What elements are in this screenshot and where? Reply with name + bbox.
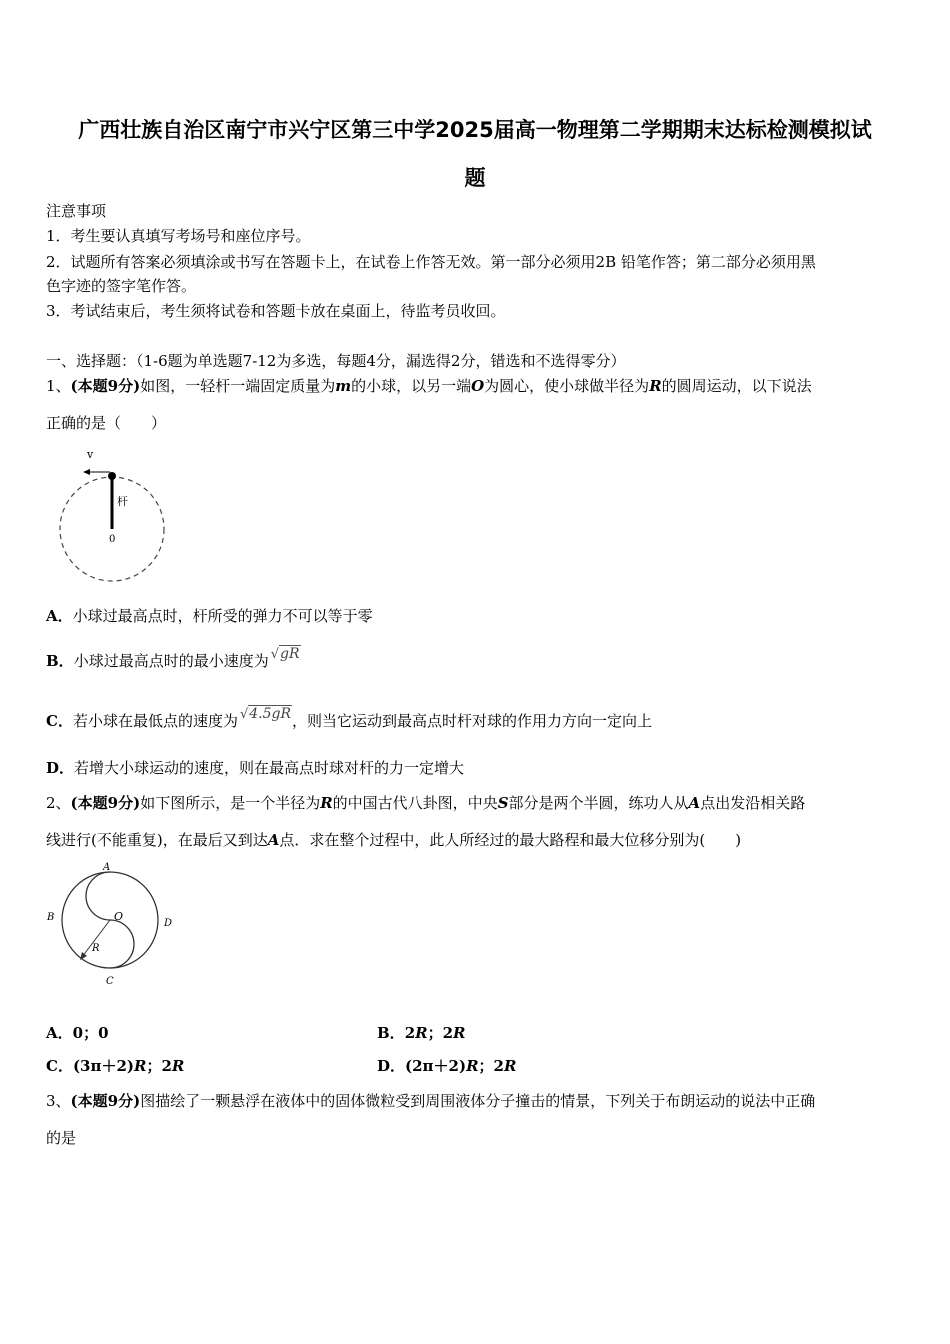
- label-d: D: [164, 918, 173, 929]
- option-var: R: [453, 1024, 466, 1042]
- q2-line2: [46, 830, 741, 850]
- q2-var-a: A: [688, 794, 701, 812]
- option-text: 小球过最高点时，杆所受的弹力不可以等于零: [72, 607, 373, 625]
- sqrt-radicand: gR: [280, 646, 300, 662]
- option-text: 若小球在最低点的速度为: [72, 712, 238, 730]
- q2-tag: (本题9分): [70, 794, 141, 812]
- q1-text: 为圆心，使小球做半径为: [484, 377, 650, 395]
- label-o: 0: [109, 534, 116, 545]
- q2-figure: [42, 860, 182, 990]
- option-text: 若增大小球运动的速度，则在最高点时球对杆的力一定增大: [74, 759, 465, 777]
- option-letter: A．: [46, 1024, 73, 1042]
- option-text: 2: [404, 1024, 416, 1042]
- q1-line1: [46, 376, 812, 396]
- q3-text: 图描绘了一颗悬浮在液体中的固体微粒受到周围液体分子撞击的情景，下列关于布朗运动的说法中正确: [140, 1092, 816, 1110]
- option-var: R: [171, 1057, 185, 1075]
- q1-text: 如图，一轻杆一端固定质量为: [140, 377, 336, 395]
- q3-number: 3、: [46, 1092, 71, 1110]
- option-letter: C．: [46, 712, 73, 730]
- q1-option-c: [46, 706, 653, 733]
- q2-text: 的中国古代八卦图，中央: [332, 794, 498, 812]
- q1-option-a: [46, 606, 373, 626]
- label-v: v: [87, 448, 94, 461]
- q2-option-d: [377, 1056, 516, 1076]
- q2-option-a: [46, 1023, 109, 1043]
- radius-arrowhead: [80, 952, 87, 960]
- option-letter: D．: [377, 1057, 406, 1075]
- notice-item-2-cont: 色字迹的签字笔作答。: [46, 277, 197, 295]
- option-letter: C．: [46, 1057, 73, 1075]
- option-var: R: [134, 1057, 147, 1075]
- sqrt-expression: [240, 704, 292, 722]
- label-b: B: [47, 912, 55, 923]
- q1-text: 的小球，以另一端: [351, 377, 472, 395]
- notice-heading: 注意事项: [46, 202, 107, 220]
- option-text: ；2: [478, 1057, 504, 1075]
- notice-item-1: 1．考生要认真填写考场号和座位序号。: [46, 227, 311, 245]
- q1-option-d: [46, 758, 464, 778]
- option-text: ；2: [146, 1057, 172, 1075]
- q1-var-m: m: [335, 377, 352, 395]
- q1-tag: (本题9分): [70, 377, 141, 395]
- q2-option-c: [46, 1056, 184, 1076]
- label-c: C: [106, 976, 114, 987]
- q2-text: 部分是两个半圆，练功人从: [508, 794, 689, 812]
- page-title-cont: 题: [464, 166, 486, 190]
- sqrt-sign: √: [270, 647, 279, 662]
- option-letter: D．: [46, 759, 75, 777]
- sqrt-expression: [271, 644, 301, 662]
- option-letter: A．: [46, 607, 73, 625]
- q2-text: 点出发沿相关路: [700, 794, 806, 812]
- q1-number: 1、: [46, 377, 71, 395]
- q1-var-o: O: [471, 377, 485, 395]
- notice-item-2: 2．试题所有答案必须填涂或书写在答题卡上，在试卷上作答无效。第一部分必须用2B 铅笔作答；第二部分必须用黑: [46, 253, 816, 271]
- section-heading: 一、选择题：（1-6题为单选题7-12为多选，每题4分，漏选得2分，错选和不选得零分）: [46, 352, 626, 370]
- q3-line1: [46, 1091, 815, 1111]
- label-a: A: [103, 862, 111, 873]
- q1-figure: [55, 445, 180, 585]
- option-text: ；2: [427, 1024, 454, 1042]
- label-r: R: [92, 943, 100, 954]
- q1-line2: 正确的是（ ）: [46, 414, 167, 432]
- q2-line1: [46, 793, 805, 813]
- ball-dot: [108, 472, 116, 480]
- sqrt-sign: √: [239, 707, 249, 722]
- velocity-arrowhead: [83, 469, 90, 475]
- notice-item-3: 3．考试结束后，考生须将试卷和答题卡放在桌面上，待监考员收回。: [46, 302, 506, 320]
- sqrt-radicand: 4.5gR: [249, 706, 292, 722]
- option-text: 小球过最高点时的最小速度为: [73, 652, 269, 670]
- q2-text: 线进行(不能重复)，在最后又到达: [46, 831, 268, 849]
- option-text: 0；0: [72, 1024, 109, 1042]
- q3-line2: 的是: [46, 1129, 77, 1147]
- q1-text: 的圆周运动，以下说法: [661, 377, 812, 395]
- option-letter: B．: [46, 652, 74, 670]
- q2-var-a: A: [267, 831, 280, 849]
- option-text: (2π＋2): [405, 1057, 467, 1075]
- q1-option-b: [46, 646, 301, 673]
- option-text: (3π＋2): [72, 1057, 135, 1075]
- q2-text: 如下图所示，是一个半径为: [140, 794, 321, 812]
- q2-number: 2、: [46, 794, 71, 812]
- q2-var-s: S: [497, 794, 509, 812]
- q2-var-r: R: [320, 794, 333, 812]
- label-rod: 杆: [117, 495, 128, 508]
- q3-tag: (本题9分): [70, 1092, 141, 1110]
- option-var: R: [503, 1057, 517, 1075]
- option-text: ，则当它运动到最高点时杆对球的作用力方向一定向上: [292, 712, 653, 730]
- label-o: O: [114, 910, 124, 923]
- q2-option-b: [377, 1023, 466, 1043]
- option-letter: B．: [377, 1024, 405, 1042]
- q1-var-r: R: [649, 377, 662, 395]
- page-title: 广西壮族自治区南宁市兴宁区第三中学2025届高一物理第二学期期末达标检测模拟试: [78, 118, 872, 142]
- q2-text: 点．求在整个过程中，此人所经过的最大路程和最大位移分别为( ): [279, 831, 742, 849]
- option-var: R: [415, 1024, 428, 1042]
- option-var: R: [466, 1057, 479, 1075]
